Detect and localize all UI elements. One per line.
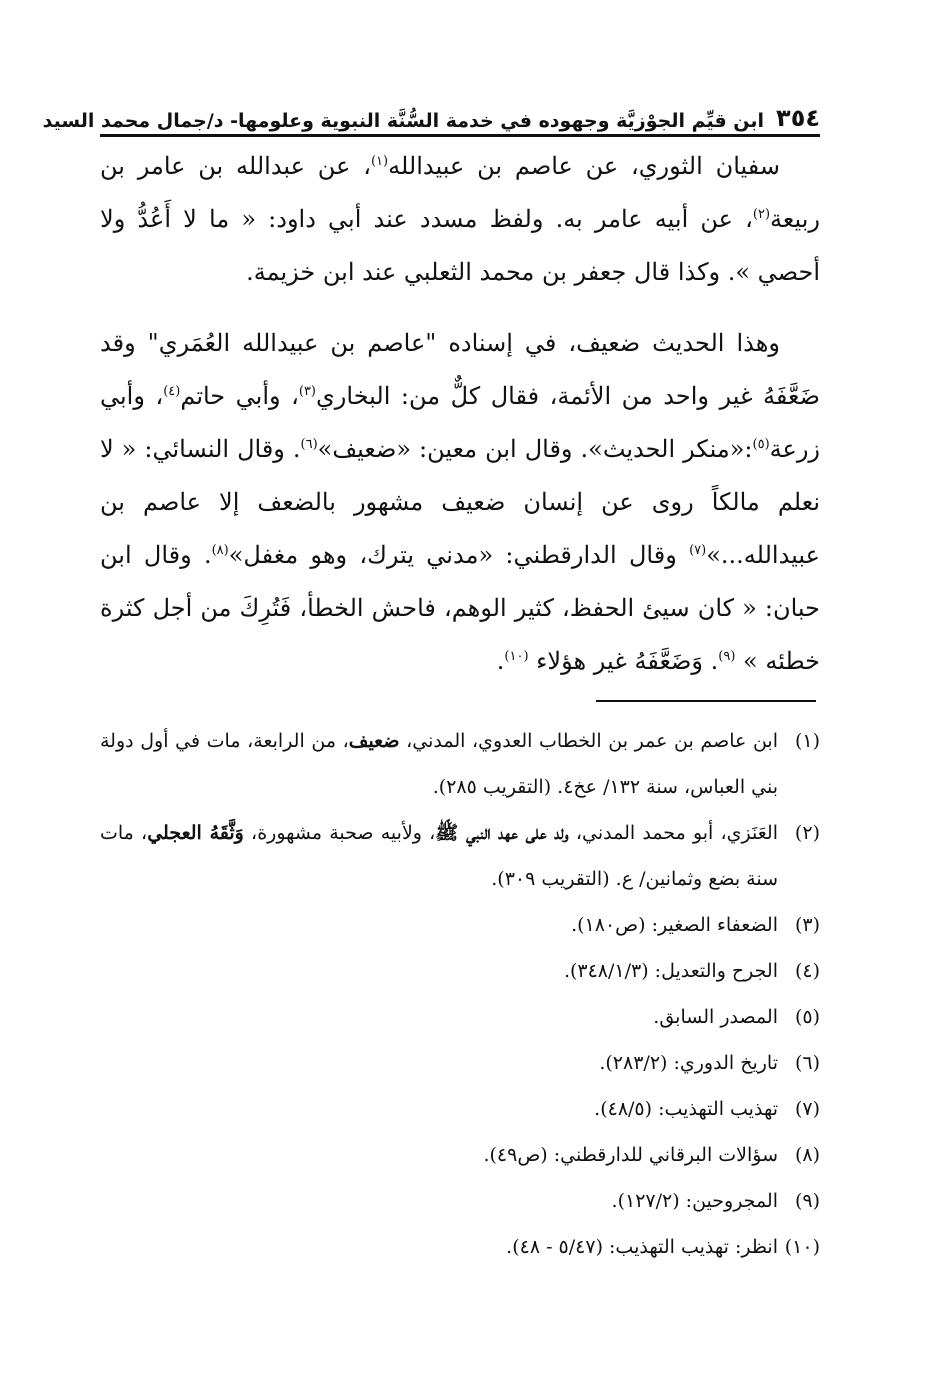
footnote-number: (٣)	[794, 914, 820, 936]
text-span: الجرح والتعديل: (٣٤٨/١/٣).	[563, 960, 778, 982]
bold-text: ولد على عهد النبي ﷺ	[435, 822, 569, 844]
text-span: الضعفاء الصغير: (ص١٨٠).	[571, 914, 778, 936]
bold-text: وَثَّقَهُ العجلي	[147, 822, 244, 844]
footnote-3	[100, 902, 820, 948]
footnote-number: (٢)	[794, 822, 820, 844]
footnote-6	[100, 1040, 820, 1086]
text-span: انظر: تهذيب التهذيب: (٥/٤٧ - ٤٨).	[506, 1236, 778, 1258]
footnote-5	[100, 994, 820, 1040]
footnote-ref-1: (١)	[370, 154, 389, 169]
text-span: العَنَزي، أبو محمد المدني،	[568, 822, 778, 844]
text-span: تاريخ الدوري: (٢٨٣/٢).	[599, 1052, 778, 1074]
paragraph-2	[100, 317, 820, 688]
text-span: .	[496, 647, 505, 675]
footnote-ref-9: (٩)	[718, 649, 736, 664]
footnote-ref-3: (٣)	[298, 384, 316, 399]
bold-text: ضعيف	[348, 730, 400, 752]
text-span: تهذيب التهذيب: (٤٨/٥).	[594, 1098, 778, 1120]
text-span: سفيان الثوري، عن عاصم بن عبيدالله	[388, 152, 781, 180]
footnote-ref-10: (١٠)	[504, 649, 529, 664]
footnote-ref-5: (٥)	[752, 437, 770, 452]
footnote-ref-6: (٦)	[300, 437, 318, 452]
footnote-number: (٥)	[794, 1006, 820, 1028]
text-span: . وَضَعَّفَهُ غير هؤلاء	[528, 647, 719, 675]
text-span: المجروحين: (١٢٧/٢).	[611, 1190, 778, 1212]
main-text	[100, 140, 820, 688]
footnote-separator	[596, 700, 816, 702]
text-span: المصدر السابق.	[653, 1006, 778, 1028]
footnote-ref-2: (٢)	[752, 207, 771, 222]
running-title: ابن قيِّم الجوْزيَّة وجهوده في خدمة السُّنَّة النبوية وعلومها- د/جمال محمد السيد	[42, 110, 765, 132]
text-span: ، وأبي حاتم	[180, 382, 299, 410]
text-span: ، ولأبيه صحبة مشهورة،	[243, 822, 436, 844]
footnote-number: (٦)	[794, 1052, 820, 1074]
footnote-number: (٤)	[794, 960, 820, 982]
footnote-2	[100, 810, 820, 902]
footnote-1	[100, 718, 820, 810]
text-span: ، من الرابعة، مات في أول دولة بني العباس، سنة ١٣٢/ عخ٤. (التقريب ٢٨٥).	[100, 730, 778, 798]
text-span: سؤالات البرقاني للدارقطني: (ص٤٩).	[483, 1144, 778, 1166]
text-span: ، عن عبدالله بن عامر بن ربيعة	[100, 152, 820, 233]
text-span: وهذا الحديث ضعيف، في إسناده "عاصم بن عبيدالله العُمَري" وقد ضَعَّفَهُ غير واحد من الأئمة، فقال كلٌّ من: البخاري	[100, 329, 820, 410]
text-span: ، مات سنة بضع وثمانين/ ع. (التقريب ٣٠٩).	[100, 822, 778, 890]
page-number: ٣٥٤	[776, 104, 820, 132]
footnote-number: (١٠)	[784, 1236, 820, 1258]
footnote-7	[100, 1086, 820, 1132]
footnote-ref-8: (٨)	[211, 543, 229, 558]
footnote-number: (٧)	[794, 1098, 820, 1120]
footnote-number: (١)	[794, 730, 820, 752]
text-span: . وقال ابن حبان: « كان سيئ الحفظ، كثير الوهم، فاحش الخطأ، فَتُرِكَ من أجل كثرة خطئه »	[100, 541, 820, 675]
page-header	[42, 92, 820, 137]
text-span: . وقال النسائي: « لا نعلم مالكاً روى عن إنسان ضعيف مشهور بالضعف إلا عاصم بن عبيدالله...»	[100, 435, 820, 569]
footnote-10	[100, 1224, 820, 1270]
text-span: ، عن أبيه عامر به. ولفظ مسدد عند أبي داود: « ما لا أَعُدُّ ولا أحصي ». وكذا قال جعفر بن محمد الثعلبي عند ابن خزيمة.	[100, 205, 820, 286]
footnote-number: (٨)	[794, 1144, 820, 1166]
footnote-ref-4: (٤)	[163, 384, 181, 399]
footnote-9	[100, 1178, 820, 1224]
footnote-8	[100, 1132, 820, 1178]
footnote-4	[100, 948, 820, 994]
paragraph-1	[100, 140, 820, 299]
footnote-number: (٩)	[794, 1190, 820, 1212]
footnote-ref-7: (٧)	[689, 543, 707, 558]
text-span: وقال الدارقطني: «مدني يترك، وهو مغفل»	[228, 541, 690, 569]
text-span: :«منكر الحديث». وقال ابن معين: «ضعيف»	[317, 435, 753, 463]
footnotes	[100, 718, 820, 1270]
text-span: ، وأبي زرعة	[100, 382, 821, 463]
text-span: ابن عاصم بن عمر بن الخطاب العدوي، المدني،	[399, 730, 778, 752]
